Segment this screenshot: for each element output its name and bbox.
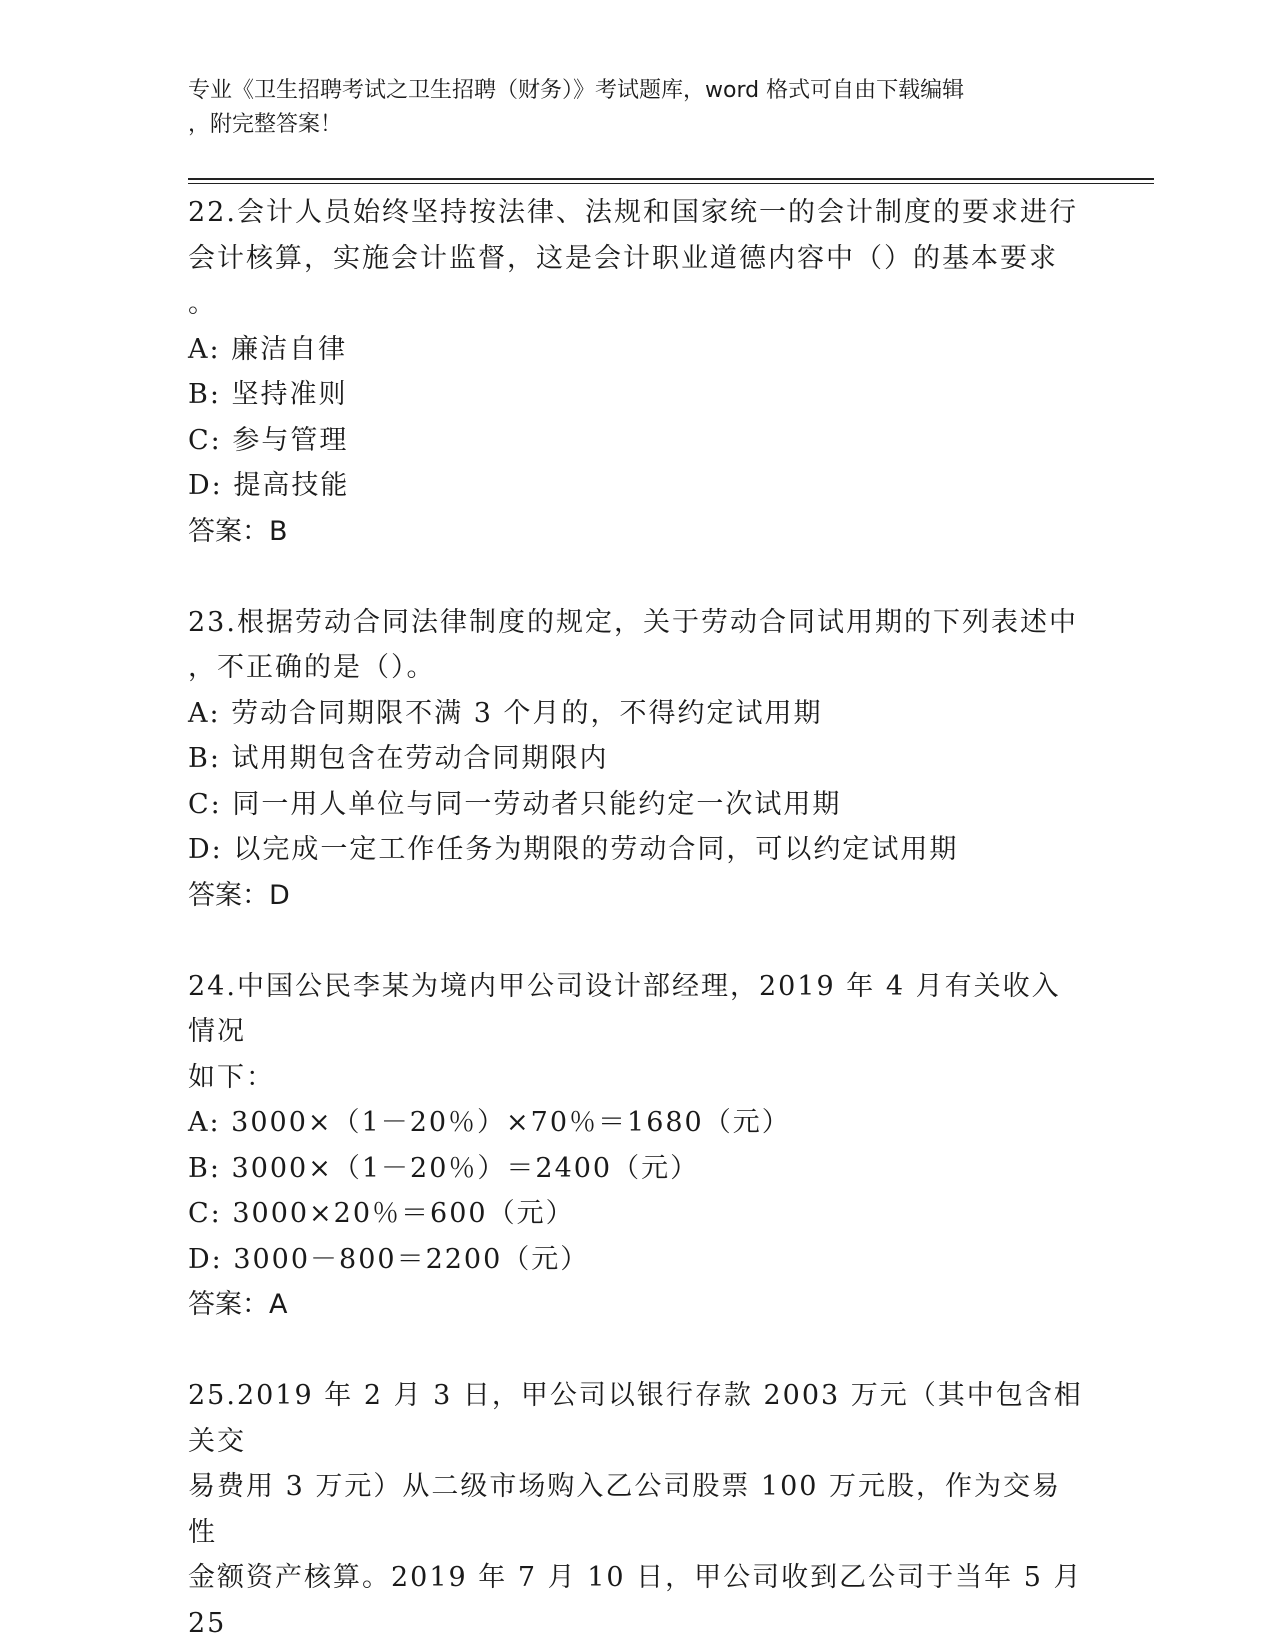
question-text-line: 金额资产核算。2019 年 7 月 10 日，甲公司收到乙公司于当年 5 月 25	[188, 1562, 1083, 1639]
question-text-line: ，不正确的是（）。	[188, 652, 436, 683]
question-23	[188, 600, 1088, 919]
header-divider-thick	[188, 178, 1154, 180]
option-a: A: 3000×（1－20％）×70％＝1680（元）	[188, 1107, 791, 1138]
question-text-line: 24.中国公民李某为境内甲公司设计部经理，2019 年 4 月有关收入情况	[188, 970, 1061, 1047]
document-header	[188, 74, 1068, 142]
answer-line: 答案：B	[188, 515, 288, 547]
question-text-line: 会计核算，实施会计监督，这是会计职业道德内容中（）的基本要求	[188, 242, 1058, 274]
question-text-line: 易费用 3 万元）从二级市场购入乙公司股票 100 万元股，作为交易性	[188, 1471, 1062, 1548]
option-d: D: 以完成一定工作任务为期限的劳动合同，可以约定试用期	[188, 834, 959, 865]
option-c: C: 同一用人单位与同一劳动者只能约定一次试用期	[188, 788, 842, 820]
question-text-line: 如下：	[188, 1061, 275, 1093]
option-d: D: 3000－800＝2200（元）	[188, 1243, 590, 1275]
question-24	[188, 964, 1088, 1328]
option-c: C: 3000×20％＝600（元）	[188, 1198, 575, 1229]
question-text-line: 。	[188, 288, 217, 319]
question-25	[188, 1373, 1088, 1646]
question-text-line: 23.根据劳动合同法律制度的规定，关于劳动合同试用期的下列表述中	[188, 606, 1078, 638]
header-line-2: ，附完整答案！	[188, 112, 343, 137]
option-c: C: 参与管理	[188, 424, 349, 456]
header-divider-thin	[188, 183, 1154, 184]
question-text-line: 22.会计人员始终坚持按法律、法规和国家统一的会计制度的要求进行	[188, 197, 1078, 228]
question-spacer	[188, 918, 1088, 964]
option-a: A: 廉洁自律	[188, 333, 348, 365]
question-list	[188, 190, 1088, 1646]
option-a: A: 劳动合同期限不满 3 个月的，不得约定试用期	[188, 697, 823, 729]
question-text-line: 25.2019 年 2 月 3 日，甲公司以银行存款 2003 万元（其中包含相关交	[188, 1380, 1083, 1457]
option-d: D: 提高技能	[188, 470, 350, 501]
option-b: B: 试用期包含在劳动合同期限内	[188, 743, 609, 774]
question-22	[188, 190, 1088, 554]
option-b: B: 坚持准则	[188, 379, 348, 410]
question-spacer	[188, 554, 1088, 600]
answer-line: 答案：D	[188, 879, 290, 911]
header-line-1: 专业《卫生招聘考试之卫生招聘（财务）》考试题库，word 格式可自由下载编辑	[188, 78, 965, 103]
question-spacer	[188, 1328, 1088, 1374]
answer-line: 答案：A	[188, 1289, 288, 1320]
option-b: B: 3000×（1－20％）＝2400（元）	[188, 1152, 700, 1184]
